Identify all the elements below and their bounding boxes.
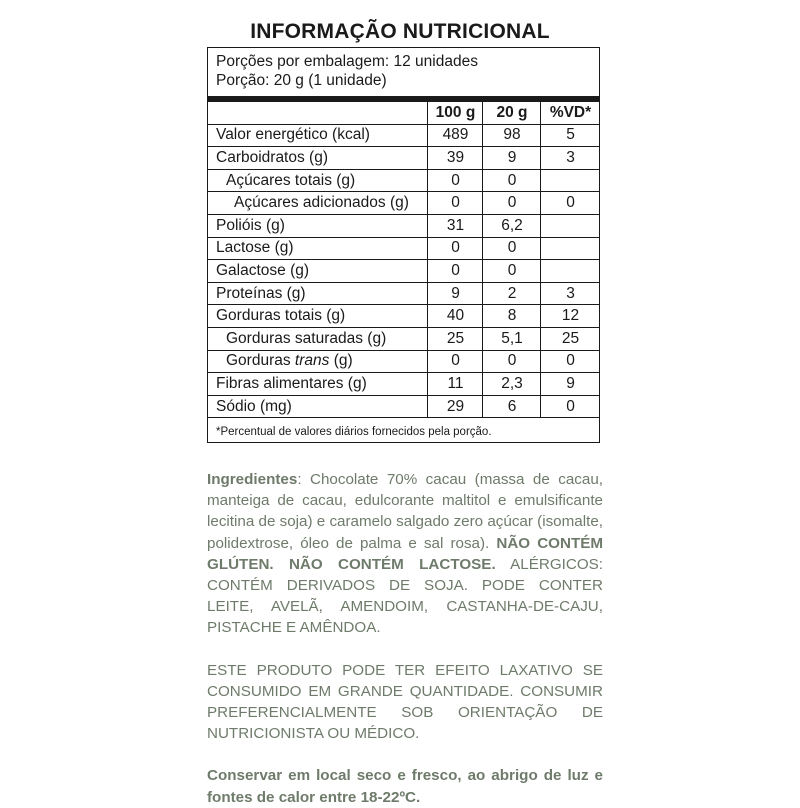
allergens-statement: ALÉRGICOS: CONTÉM DERIVADOS DE SOJA. PODE CONTER LEITE, AVELÃ, AMENDOIM, CASTANHA-DE-CAJU, PISTACHE E AMÊNDOA. — [207, 555, 603, 637]
value-vd: 5 — [540, 125, 600, 147]
value-vd: 0 — [540, 192, 600, 214]
value-20g: 2 — [482, 283, 541, 305]
value-vd: 3 — [540, 283, 600, 305]
value-vd: 3 — [540, 147, 600, 169]
nutrient-label: Galactose (g) — [216, 261, 310, 279]
table-row — [208, 192, 599, 215]
nutrient-label: Proteínas (g) — [216, 284, 306, 302]
nutrition-facts-table — [207, 47, 600, 443]
ingredients-paragraph — [207, 469, 603, 639]
value-100g: 29 — [427, 396, 483, 418]
table-row — [208, 396, 599, 419]
value-100g: 11 — [427, 373, 483, 395]
nutrient-label: Açúcares totais (g) — [226, 171, 356, 189]
table-row — [208, 125, 599, 148]
value-100g: 40 — [427, 305, 483, 327]
page-title: INFORMAÇÃO NUTRICIONAL — [250, 20, 550, 43]
value-vd: 0 — [540, 396, 600, 418]
table-row — [208, 328, 599, 351]
value-20g: 0 — [482, 351, 541, 373]
value-vd: 25 — [540, 328, 600, 350]
value-100g: 0 — [427, 351, 483, 373]
value-100g: 0 — [427, 192, 483, 214]
header-100g: 100 g — [427, 102, 483, 124]
nutrient-label: Fibras alimentares (g) — [216, 374, 367, 392]
table-row — [208, 238, 599, 261]
nutrient-label: Polióis (g) — [216, 216, 285, 234]
value-20g: 9 — [482, 147, 541, 169]
value-vd — [540, 260, 600, 282]
value-100g: 0 — [427, 238, 483, 260]
value-100g: 25 — [427, 328, 483, 350]
value-100g: 489 — [427, 125, 483, 147]
table-row — [208, 260, 599, 283]
value-20g: 6,2 — [482, 215, 541, 237]
gluten-lactose-statement: NÃO CONTÉM GLÚTEN. NÃO CONTÉM LACTOSE. — [207, 534, 603, 573]
table-row — [208, 373, 599, 396]
value-vd — [540, 238, 600, 260]
header-vd: %VD* — [540, 102, 600, 124]
value-vd: 0 — [540, 351, 600, 373]
table-row — [208, 170, 599, 193]
storage-instructions: Conservar em local seco e fresco, ao abrigo de luz e fontes de calor entre 18-22ºC. — [207, 767, 603, 806]
nutrient-label: Carboidratos (g) — [216, 148, 328, 166]
value-100g: 31 — [427, 215, 483, 237]
value-20g: 0 — [482, 260, 541, 282]
ingredients-text: : Chocolate 70% cacau (massa de cacau, manteiga de cacau, edulcorante maltitol e emulsificante lecitina de soja) e caramelo salgado zero açúcar (isomalte, polidextrose, óleo de palma e sal rosa). — [207, 471, 603, 552]
product-notes — [207, 469, 603, 808]
ingredients-label: Ingredientes — [207, 471, 298, 488]
nutrient-label: Gorduras totais (g) — [216, 307, 346, 325]
value-vd: 12 — [540, 305, 600, 327]
value-100g: 0 — [427, 260, 483, 282]
nutrient-label: Lactose (g) — [216, 239, 294, 257]
serving-size: Porção: 20 g (1 unidade) — [216, 72, 387, 89]
value-vd: 9 — [540, 373, 600, 395]
value-vd — [540, 170, 600, 192]
nutrient-label: Gorduras saturadas (g) — [226, 329, 387, 347]
value-20g: 0 — [482, 192, 541, 214]
value-100g: 9 — [427, 283, 483, 305]
value-20g: 0 — [482, 238, 541, 260]
laxative-warning: ESTE PRODUTO PODE TER EFEITO LAXATIVO SE CONSUMIDO EM GRANDE QUANTIDADE. CONSUMIR PREFERENCIALMENTE SOB ORIENTAÇÃO DE NUTRICIONISTA OU MÉDICO. — [207, 661, 603, 743]
table-row — [208, 351, 599, 374]
table-row — [208, 305, 599, 328]
table-row — [208, 147, 599, 170]
header-20g: 20 g — [482, 102, 541, 124]
servings-per-package: Porções por embalagem: 12 unidades — [216, 53, 478, 70]
value-20g: 98 — [482, 125, 541, 147]
value-100g: 39 — [427, 147, 483, 169]
table-footnote: *Percentual de valores diários fornecidos pela porção. — [216, 426, 492, 438]
portions-info — [216, 52, 478, 90]
value-20g: 8 — [482, 305, 541, 327]
value-20g: 0 — [482, 170, 541, 192]
table-row — [208, 283, 599, 306]
nutrient-label: Gorduras trans (g) — [226, 352, 353, 370]
table-header-row — [208, 102, 599, 125]
nutrient-label: Valor energético (kcal) — [216, 126, 370, 144]
table-row — [208, 215, 599, 238]
value-20g: 6 — [482, 396, 541, 418]
nutrient-label: Sódio (mg) — [216, 397, 292, 415]
value-vd — [540, 215, 600, 237]
value-20g: 5,1 — [482, 328, 541, 350]
value-20g: 2,3 — [482, 373, 541, 395]
nutrient-label: Açúcares adicionados (g) — [234, 194, 409, 212]
value-100g: 0 — [427, 170, 483, 192]
